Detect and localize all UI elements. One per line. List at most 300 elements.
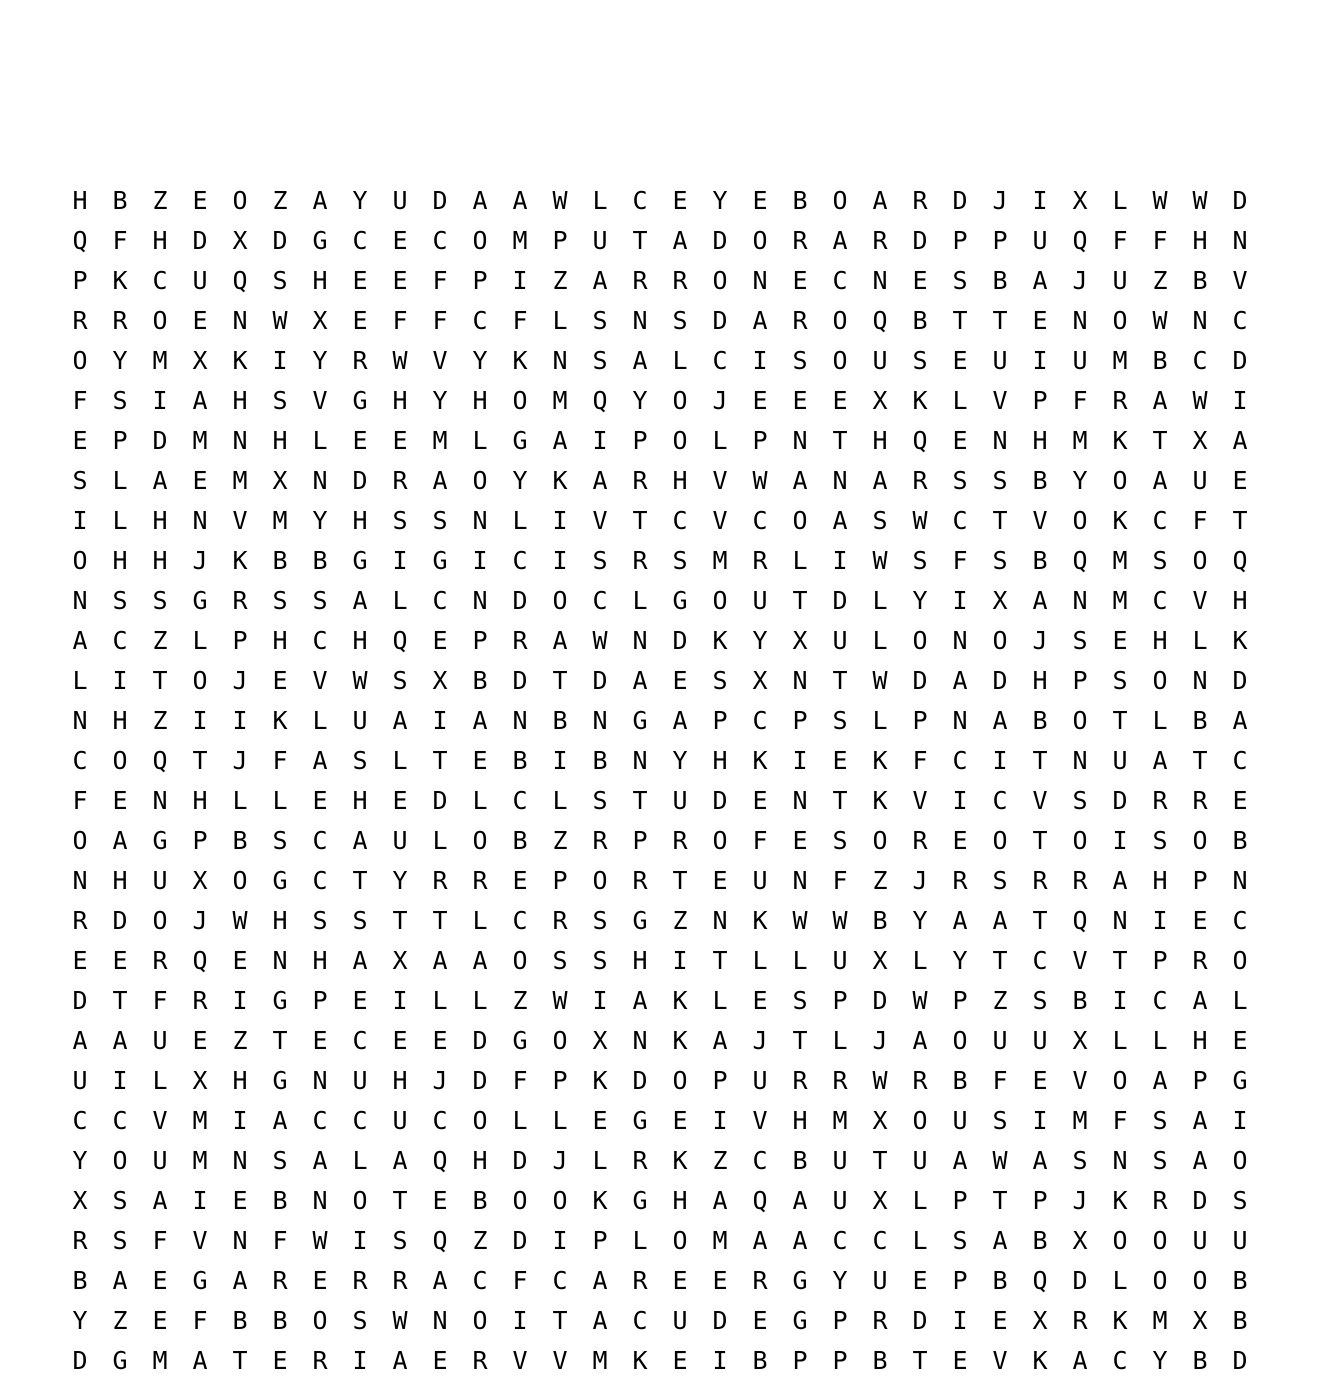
grid-letter: S [352, 1306, 368, 1335]
grid-letter: E [752, 1306, 768, 1335]
grid-letter: U [152, 1026, 168, 1055]
grid-letter: N [72, 866, 88, 895]
grid-letter: U [752, 586, 768, 615]
grid-letter: L [312, 706, 328, 735]
grid-letter: U [1232, 1226, 1248, 1255]
grid-letter: U [952, 1106, 968, 1135]
grid-letter: X [312, 306, 328, 335]
grid-letter: R [672, 266, 688, 295]
grid-letter: X [872, 946, 888, 975]
grid-row [60, 1221, 1260, 1261]
grid-letter: P [312, 986, 328, 1015]
grid-letter: A [232, 1266, 248, 1295]
grid-letter: L [1192, 626, 1208, 655]
grid-letter: T [1032, 906, 1048, 935]
grid-letter: S [272, 266, 288, 295]
grid-letter: N [152, 786, 168, 815]
grid-letter: I [552, 546, 568, 575]
grid-letter: K [592, 1066, 608, 1095]
grid-letter: A [872, 466, 888, 495]
grid-letter: H [1192, 226, 1208, 255]
grid-letter: I [112, 1066, 128, 1095]
grid-letter: B [752, 1346, 768, 1375]
grid-letter: I [712, 1106, 728, 1135]
grid-letter: N [1072, 746, 1088, 775]
grid-letter: E [952, 346, 968, 375]
grid-letter: N [1112, 906, 1128, 935]
grid-letter: N [872, 266, 888, 295]
grid-letter: T [632, 506, 648, 535]
grid-letter: D [712, 786, 728, 815]
grid-letter: K [672, 986, 688, 1015]
grid-letter: S [392, 1226, 408, 1255]
grid-letter: O [312, 1306, 328, 1335]
grid-letter: T [1192, 746, 1208, 775]
grid-letter: K [232, 546, 248, 575]
grid-letter: I [592, 426, 608, 455]
grid-letter: Z [472, 1226, 488, 1255]
grid-letter: A [272, 1106, 288, 1135]
grid-letter: H [272, 426, 288, 455]
grid-letter: S [952, 466, 968, 495]
grid-letter: J [1032, 626, 1048, 655]
grid-letter: M [1072, 426, 1088, 455]
grid-letter: C [352, 1026, 368, 1055]
grid-letter: S [992, 466, 1008, 495]
grid-letter: S [672, 306, 688, 335]
grid-letter: D [1112, 786, 1128, 815]
grid-letter: A [352, 826, 368, 855]
grid-letter: T [432, 746, 448, 775]
grid-letter: O [1112, 1226, 1128, 1255]
grid-letter: W [912, 506, 928, 535]
grid-letter: D [472, 1066, 488, 1095]
grid-letter: V [752, 1106, 768, 1135]
grid-letter: H [792, 1106, 808, 1135]
grid-letter: N [1072, 586, 1088, 615]
grid-row [60, 461, 1260, 501]
grid-letter: V [712, 506, 728, 535]
grid-letter: Y [72, 1306, 88, 1335]
grid-letter: Y [512, 466, 528, 495]
grid-letter: K [752, 746, 768, 775]
grid-letter: J [232, 746, 248, 775]
grid-letter: L [232, 786, 248, 815]
grid-letter: L [192, 626, 208, 655]
grid-letter: A [1072, 1346, 1088, 1375]
grid-letter: X [992, 586, 1008, 615]
grid-letter: W [1192, 386, 1208, 415]
grid-letter: I [232, 706, 248, 735]
grid-letter: P [472, 626, 488, 655]
grid-letter: V [432, 346, 448, 375]
grid-letter: Q [1072, 226, 1088, 255]
grid-letter: L [352, 1146, 368, 1175]
grid-letter: A [352, 586, 368, 615]
grid-letter: S [1072, 626, 1088, 655]
grid-letter: A [632, 346, 648, 375]
grid-letter: R [632, 546, 648, 575]
grid-letter: R [632, 466, 648, 495]
grid-letter: T [112, 986, 128, 1015]
grid-letter: X [1072, 186, 1088, 215]
grid-letter: B [272, 1306, 288, 1335]
grid-letter: C [872, 1226, 888, 1255]
grid-letter: S [1072, 1146, 1088, 1175]
grid-letter: K [1112, 1306, 1128, 1335]
grid-letter: D [512, 1226, 528, 1255]
grid-letter: R [72, 1226, 88, 1255]
grid-letter: Y [752, 626, 768, 655]
grid-letter: C [152, 266, 168, 295]
grid-letter: P [1152, 946, 1168, 975]
grid-letter: F [392, 306, 408, 335]
grid-row [60, 1021, 1260, 1061]
grid-letter: O [832, 306, 848, 335]
grid-letter: I [952, 786, 968, 815]
grid-letter: A [1152, 746, 1168, 775]
grid-letter: O [832, 346, 848, 375]
grid-letter: U [1032, 226, 1048, 255]
grid-letter: V [152, 1106, 168, 1135]
grid-letter: E [1232, 786, 1248, 815]
grid-letter: M [432, 426, 448, 455]
grid-letter: C [752, 506, 768, 535]
grid-letter: K [1232, 626, 1248, 655]
grid-letter: L [112, 506, 128, 535]
grid-letter: Y [1072, 466, 1088, 495]
grid-letter: X [192, 866, 208, 895]
grid-letter: C [432, 1106, 448, 1135]
grid-letter: C [512, 546, 528, 575]
grid-letter: M [712, 1226, 728, 1255]
grid-letter: C [712, 346, 728, 375]
grid-letter: R [552, 906, 568, 935]
grid-letter: L [712, 426, 728, 455]
grid-letter: P [192, 826, 208, 855]
grid-letter: V [312, 666, 328, 695]
grid-letter: H [352, 626, 368, 655]
grid-letter: D [72, 1346, 88, 1375]
grid-letter: A [1032, 586, 1048, 615]
grid-letter: O [552, 1026, 568, 1055]
grid-letter: C [432, 586, 448, 615]
grid-letter: D [1232, 666, 1248, 695]
grid-letter: M [512, 226, 528, 255]
grid-letter: Z [152, 626, 168, 655]
grid-letter: N [1232, 866, 1248, 895]
grid-letter: Z [272, 186, 288, 215]
grid-letter: M [152, 346, 168, 375]
grid-letter: R [352, 1266, 368, 1295]
grid-letter: C [672, 506, 688, 535]
grid-letter: Q [1072, 906, 1088, 935]
grid-letter: H [472, 1146, 488, 1175]
grid-letter: F [112, 226, 128, 255]
grid-letter: A [832, 226, 848, 255]
grid-letter: E [432, 1186, 448, 1215]
grid-letter: M [192, 1146, 208, 1175]
grid-letter: V [712, 466, 728, 495]
grid-letter: T [632, 226, 648, 255]
grid-letter: O [472, 826, 488, 855]
grid-letter: E [312, 1266, 328, 1295]
grid-letter: S [592, 906, 608, 935]
grid-letter: X [1072, 1226, 1088, 1255]
grid-letter: S [592, 306, 608, 335]
grid-letter: K [672, 1146, 688, 1175]
grid-letter: P [632, 826, 648, 855]
grid-letter: H [1152, 626, 1168, 655]
grid-letter: S [1152, 1106, 1168, 1135]
grid-letter: W [992, 1146, 1008, 1175]
grid-letter: O [192, 666, 208, 695]
grid-letter: A [392, 1146, 408, 1175]
grid-letter: E [752, 986, 768, 1015]
grid-letter: O [672, 426, 688, 455]
grid-letter: X [752, 666, 768, 695]
grid-letter: U [672, 786, 688, 815]
grid-letter: O [1112, 1066, 1128, 1095]
grid-letter: B [472, 666, 488, 695]
grid-letter: T [992, 306, 1008, 335]
grid-letter: L [1152, 706, 1168, 735]
grid-letter: X [232, 226, 248, 255]
grid-letter: I [512, 266, 528, 295]
grid-letter: D [712, 1306, 728, 1335]
grid-letter: Q [432, 1146, 448, 1175]
grid-letter: I [112, 666, 128, 695]
grid-letter: A [592, 266, 608, 295]
grid-letter: N [832, 466, 848, 495]
grid-letter: F [1112, 226, 1128, 255]
grid-letter: G [112, 1346, 128, 1375]
grid-letter: E [672, 186, 688, 215]
grid-letter: L [632, 1226, 648, 1255]
grid-row [60, 181, 1260, 221]
grid-letter: A [1232, 706, 1248, 735]
grid-letter: A [432, 946, 448, 975]
grid-letter: N [952, 626, 968, 655]
grid-letter: C [312, 626, 328, 655]
grid-letter: O [512, 386, 528, 415]
grid-letter: O [1192, 826, 1208, 855]
grid-letter: D [512, 666, 528, 695]
grid-letter: L [1112, 1026, 1128, 1055]
grid-letter: A [592, 1306, 608, 1335]
grid-letter: E [232, 1186, 248, 1215]
grid-letter: A [312, 746, 328, 775]
grid-letter: S [672, 546, 688, 575]
grid-letter: A [592, 466, 608, 495]
grid-letter: R [632, 1266, 648, 1295]
grid-letter: R [1152, 1186, 1168, 1215]
grid-letter: G [152, 826, 168, 855]
grid-letter: S [1112, 666, 1128, 695]
grid-letter: L [872, 626, 888, 655]
grid-letter: S [1152, 546, 1168, 575]
grid-letter: A [672, 706, 688, 735]
grid-letter: Z [232, 1026, 248, 1055]
grid-letter: H [112, 546, 128, 575]
grid-letter: I [272, 346, 288, 375]
grid-letter: E [392, 1026, 408, 1055]
grid-letter: B [272, 546, 288, 575]
grid-letter: B [1032, 706, 1048, 735]
grid-letter: K [1032, 1346, 1048, 1375]
grid-letter: H [352, 786, 368, 815]
grid-letter: L [872, 586, 888, 615]
grid-letter: O [472, 466, 488, 495]
grid-letter: B [592, 746, 608, 775]
grid-letter: A [432, 1266, 448, 1295]
grid-letter: E [72, 426, 88, 455]
grid-letter: O [1072, 506, 1088, 535]
grid-letter: E [952, 426, 968, 455]
grid-letter: X [192, 346, 208, 375]
grid-letter: R [912, 186, 928, 215]
grid-letter: Q [872, 306, 888, 335]
grid-letter: B [1192, 266, 1208, 295]
grid-letter: S [272, 1146, 288, 1175]
grid-letter: E [392, 786, 408, 815]
grid-letter: G [312, 226, 328, 255]
grid-letter: B [1232, 826, 1248, 855]
grid-letter: J [552, 1146, 568, 1175]
grid-letter: X [392, 946, 408, 975]
grid-letter: A [1192, 1106, 1208, 1135]
grid-letter: E [312, 1026, 328, 1055]
grid-letter: O [512, 946, 528, 975]
grid-letter: E [352, 986, 368, 1015]
grid-letter: B [312, 546, 328, 575]
grid-letter: R [192, 986, 208, 1015]
grid-letter: R [632, 266, 648, 295]
grid-letter: U [872, 1266, 888, 1295]
grid-letter: A [72, 626, 88, 655]
grid-letter: Q [912, 426, 928, 455]
grid-row [60, 1101, 1260, 1141]
grid-letter: B [1032, 466, 1048, 495]
grid-letter: U [592, 226, 608, 255]
grid-row [60, 661, 1260, 701]
grid-letter: C [632, 1306, 648, 1335]
grid-letter: U [992, 1026, 1008, 1055]
grid-letter: M [552, 386, 568, 415]
grid-letter: F [1152, 226, 1168, 255]
grid-letter: C [1232, 746, 1248, 775]
grid-letter: K [912, 386, 928, 415]
grid-letter: H [1152, 866, 1168, 895]
grid-letter: L [152, 1066, 168, 1095]
grid-letter: A [712, 1186, 728, 1215]
grid-letter: V [312, 386, 328, 415]
grid-letter: O [552, 1186, 568, 1215]
grid-letter: B [512, 826, 528, 855]
grid-letter: T [1112, 706, 1128, 735]
grid-letter: R [872, 226, 888, 255]
grid-letter: G [632, 906, 648, 935]
grid-letter: C [352, 226, 368, 255]
grid-letter: G [352, 546, 368, 575]
grid-letter: A [832, 506, 848, 535]
grid-letter: O [712, 826, 728, 855]
grid-letter: S [312, 586, 328, 615]
grid-letter: H [112, 866, 128, 895]
grid-letter: I [352, 1346, 368, 1375]
grid-letter: W [1192, 186, 1208, 215]
grid-letter: H [272, 906, 288, 935]
grid-letter: R [672, 826, 688, 855]
grid-letter: J [992, 186, 1008, 215]
grid-row [60, 821, 1260, 861]
grid-letter: I [1232, 386, 1248, 415]
grid-letter: Q [432, 1226, 448, 1255]
grid-letter: Z [872, 866, 888, 895]
grid-letter: L [632, 586, 648, 615]
grid-letter: A [112, 1266, 128, 1295]
grid-letter: L [592, 186, 608, 215]
grid-letter: M [1112, 546, 1128, 575]
grid-letter: E [792, 826, 808, 855]
grid-letter: O [352, 1186, 368, 1215]
grid-letter: I [392, 986, 408, 1015]
grid-letter: W [832, 906, 848, 935]
grid-letter: N [632, 306, 648, 335]
grid-letter: I [472, 546, 488, 575]
grid-letter: R [632, 866, 648, 895]
grid-letter: L [552, 1106, 568, 1135]
grid-letter: A [1192, 986, 1208, 1015]
grid-letter: D [472, 1026, 488, 1055]
grid-letter: E [352, 426, 368, 455]
grid-letter: C [312, 826, 328, 855]
grid-letter: A [112, 1026, 128, 1055]
grid-letter: A [392, 706, 408, 735]
grid-letter: X [1192, 426, 1208, 455]
grid-letter: B [992, 266, 1008, 295]
grid-letter: A [472, 946, 488, 975]
grid-letter: T [1232, 506, 1248, 535]
grid-letter: H [1232, 586, 1248, 615]
grid-letter: U [1112, 266, 1128, 295]
grid-letter: M [232, 466, 248, 495]
grid-letter: N [792, 666, 808, 695]
grid-letter: H [672, 1186, 688, 1215]
grid-letter: E [312, 786, 328, 815]
grid-letter: Y [912, 906, 928, 935]
grid-letter: O [1152, 1226, 1168, 1255]
grid-row [60, 541, 1260, 581]
grid-letter: V [1072, 1066, 1088, 1095]
grid-letter: Z [712, 1146, 728, 1175]
grid-letter: G [632, 706, 648, 735]
grid-letter: O [992, 826, 1008, 855]
grid-letter: I [192, 706, 208, 735]
grid-letter: C [832, 1226, 848, 1255]
grid-letter: S [552, 946, 568, 975]
grid-row [60, 1261, 1260, 1301]
grid-letter: C [72, 1106, 88, 1135]
grid-letter: C [112, 626, 128, 655]
grid-letter: S [312, 906, 328, 935]
grid-letter: A [712, 1026, 728, 1055]
grid-letter: C [1192, 346, 1208, 375]
grid-letter: B [112, 186, 128, 215]
grid-row [60, 781, 1260, 821]
grid-letter: N [552, 346, 568, 375]
grid-letter: C [952, 506, 968, 535]
